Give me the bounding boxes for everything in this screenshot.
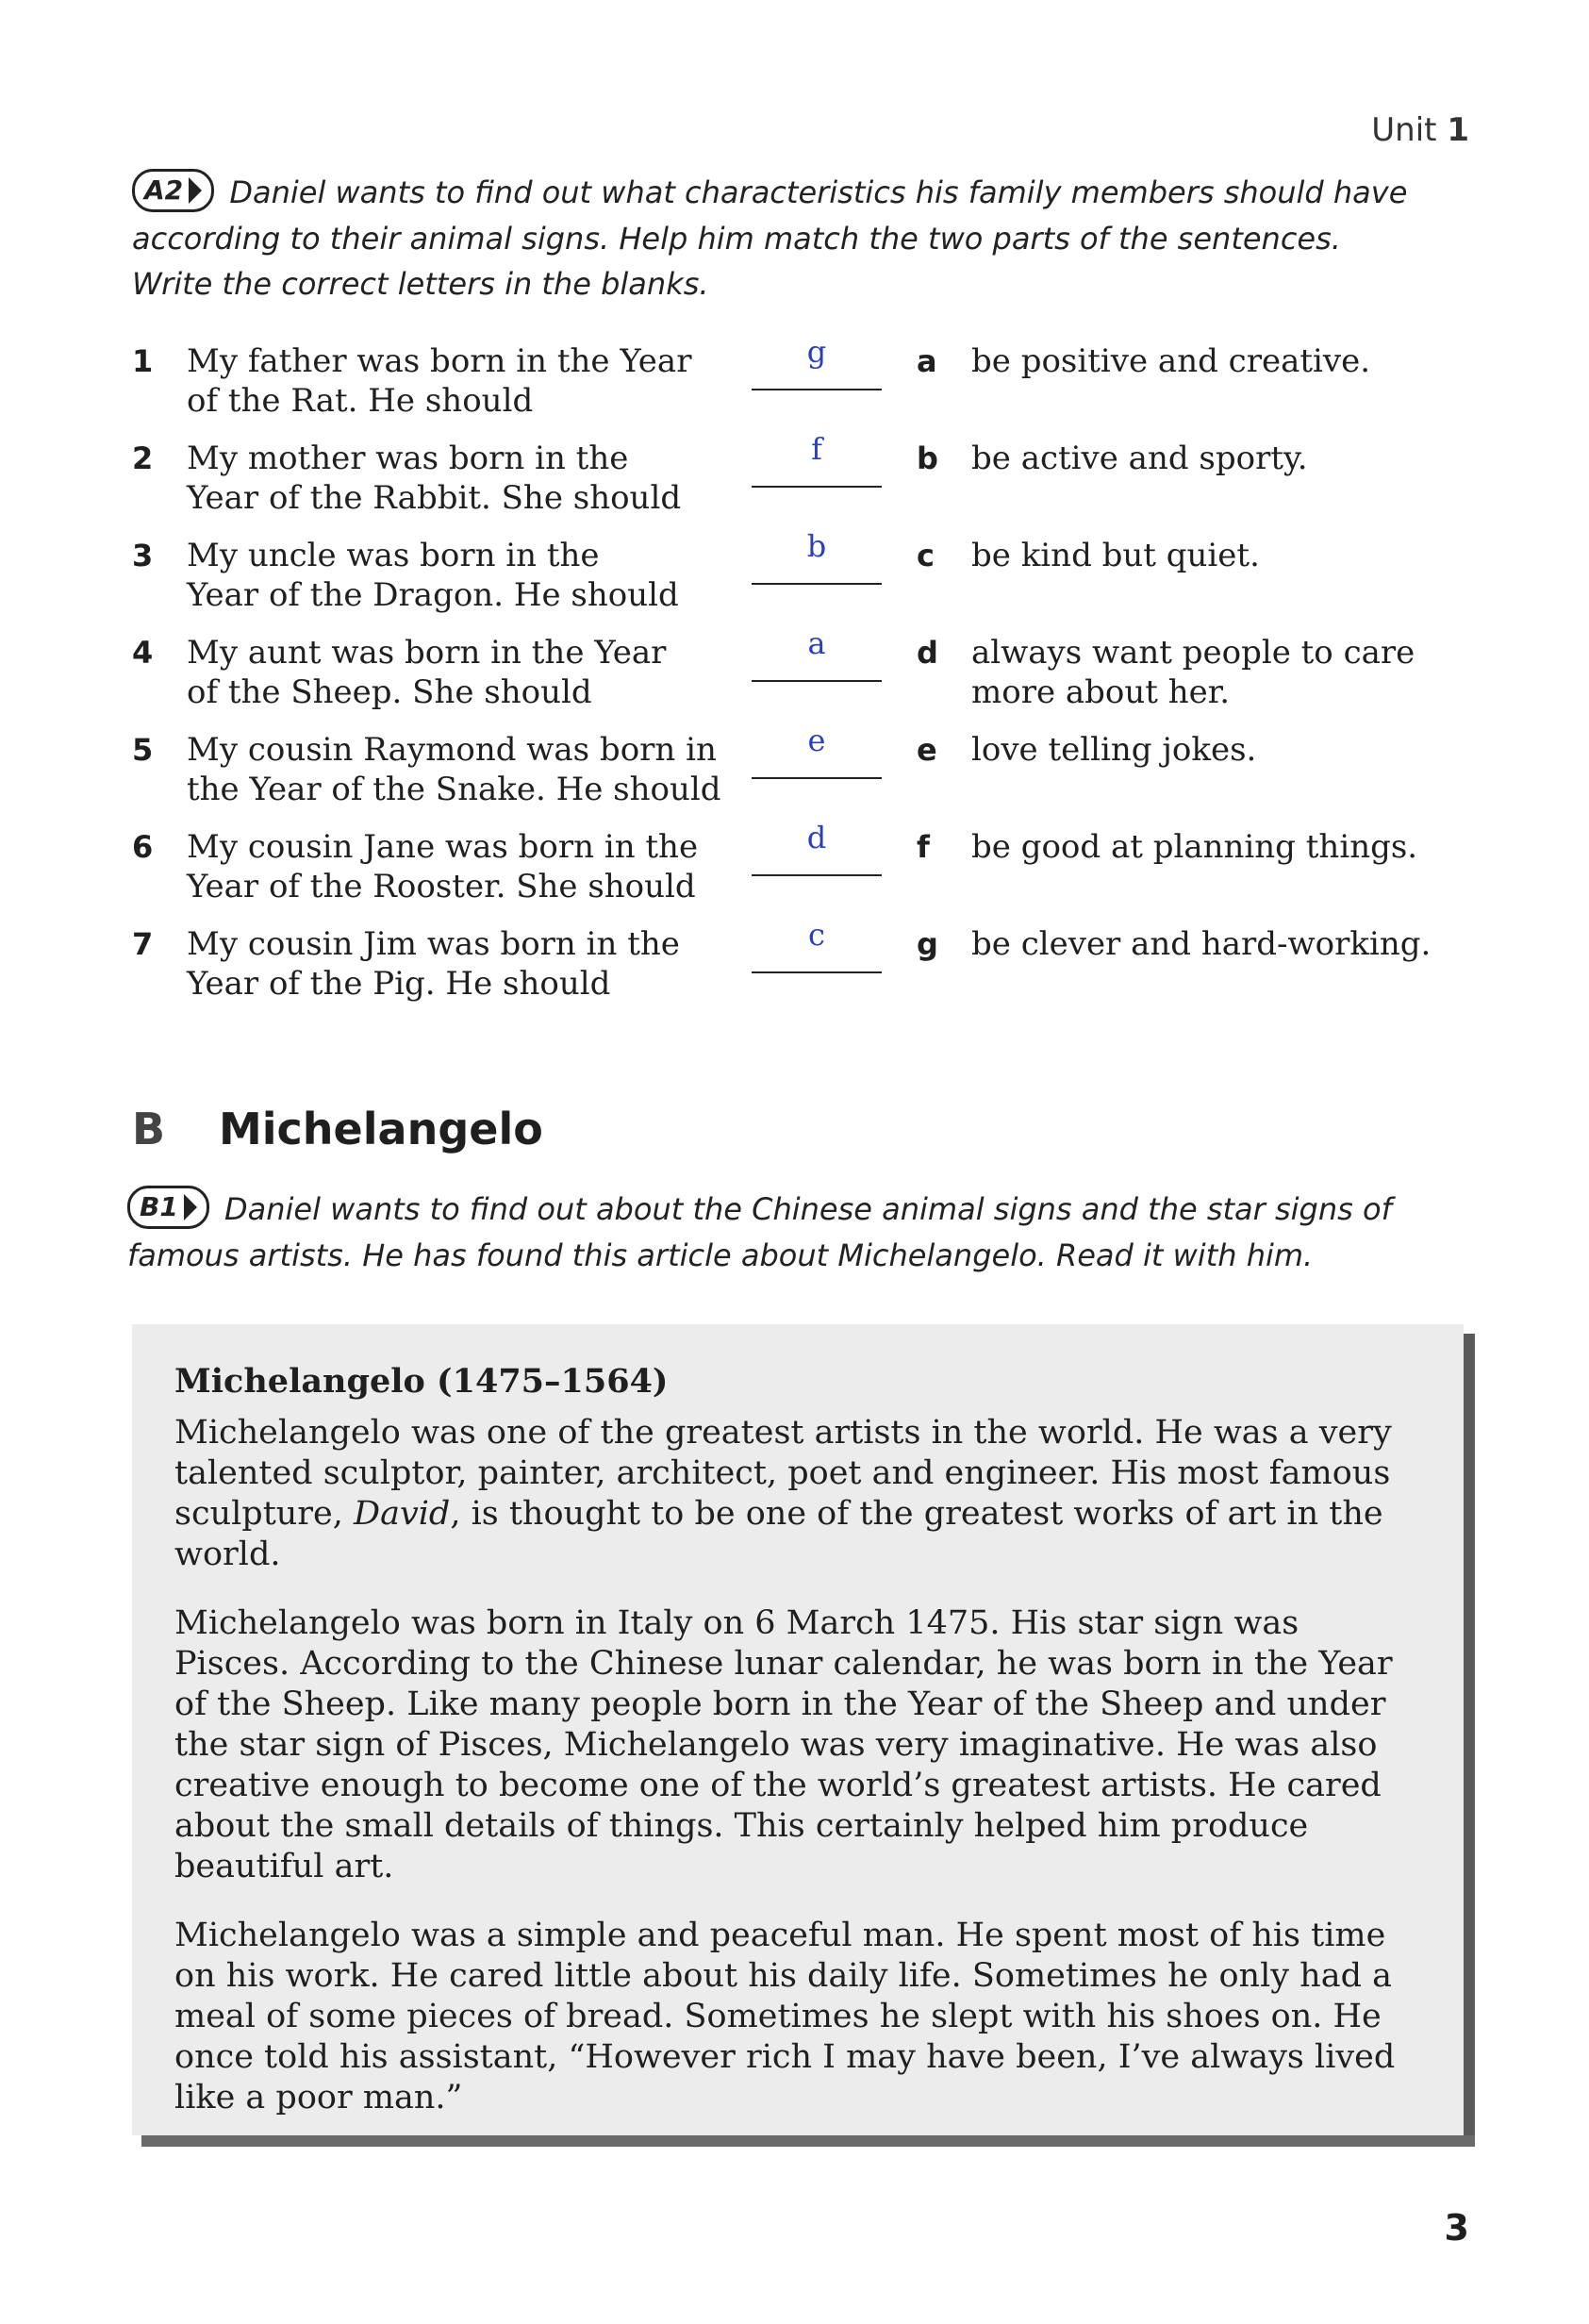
sentence-start	[187, 536, 847, 615]
section-b-heading	[132, 1104, 543, 1154]
unit-label	[1371, 111, 1469, 149]
b1-instruction-text: Daniel wants to find out about the Chinese animal signs and the star signs of	[224, 1191, 1392, 1227]
page-number: 3	[1444, 2207, 1469, 2249]
sentence-start-line: My uncle was born in the	[187, 537, 600, 574]
sentence-end-line: love telling jokes.	[971, 731, 1257, 769]
answer-blank[interactable]	[752, 389, 882, 390]
section-letter: B	[132, 1104, 166, 1154]
sentence-end-line: be clever and hard-working.	[971, 925, 1432, 963]
match-row	[132, 722, 1452, 827]
sentence-start	[187, 633, 847, 712]
answer-blank[interactable]	[752, 874, 882, 876]
b1-instruction-line: famous artists. He has found this article about Michelangelo. Read it with him.	[127, 1237, 1314, 1273]
a2-instruction-line: Write the correct letters in the blanks.	[132, 266, 709, 302]
b1-instructions	[127, 1187, 1476, 1278]
article-italic-text: David	[354, 1495, 451, 1533]
option-letter: d	[917, 635, 938, 671]
answer-letter: b	[806, 528, 827, 564]
sentence-end	[971, 439, 1443, 478]
matching-exercise	[132, 334, 1452, 1021]
match-row	[132, 917, 1452, 1021]
sentence-start-line: My cousin Jane was born in the	[187, 828, 699, 866]
item-number: 5	[132, 732, 154, 768]
b1-badge	[127, 1186, 209, 1229]
sentence-end	[971, 924, 1443, 964]
option-letter: c	[917, 538, 935, 573]
article-text: Michelangelo was one of the greatest artists in the world. He was a very talented sculptor, painter, architect, poet and engineer. His most famous sculpture,	[174, 1414, 1392, 1533]
section-title: Michelangelo	[219, 1104, 543, 1154]
answer-blank[interactable]	[752, 583, 882, 585]
sentence-start-line: the Year of the Snake. He should	[187, 771, 721, 808]
sentence-start-line: My aunt was born in the Year	[187, 634, 667, 672]
answer-blank[interactable]	[752, 971, 882, 973]
sentence-start	[187, 439, 847, 518]
match-row	[132, 820, 1452, 924]
sentence-end-line: be kind but quiet.	[971, 537, 1260, 574]
answer-letter: g	[806, 334, 827, 370]
sentence-start	[187, 827, 847, 906]
article-paragraph	[174, 1413, 1421, 1575]
option-letter: a	[917, 343, 937, 379]
sentence-start	[187, 341, 847, 421]
sentence-start-line: My cousin Raymond was born in	[187, 731, 717, 769]
sentence-end	[971, 633, 1443, 712]
unit-number: 1	[1447, 111, 1469, 149]
sentence-start-line: of the Sheep. She should	[187, 673, 592, 711]
sentence-end-line: be positive and creative.	[971, 342, 1371, 380]
a2-badge-label: A2	[144, 174, 184, 206]
sentence-end	[971, 341, 1443, 381]
sentence-start-line: Year of the Rabbit. She should	[187, 479, 682, 517]
sentence-start	[187, 924, 847, 1004]
play-arrow-icon	[184, 1194, 197, 1220]
article-paragraph: Michelangelo was a simple and peaceful man. He spent most of his time on his work. He cared little about his daily life. Sometimes he only had a meal of some pieces of bread. Sometimes he slept with his shoes on. He once told his assistant, “However rich I may have been, I’ve always lived like a poor man.”	[174, 1917, 1396, 2116]
answer-blank[interactable]	[752, 486, 882, 488]
answer-letter: f	[811, 431, 822, 467]
option-letter: f	[917, 829, 930, 865]
sentence-start-line: My father was born in the Year	[187, 342, 692, 380]
answer-letter: d	[806, 820, 827, 855]
sentence-end	[971, 827, 1443, 867]
sentence-start-line: My mother was born in the	[187, 440, 629, 477]
article-paragraph: Michelangelo was born in Italy on 6 March 1475. His star sign was Pisces. According to the Chinese lunar calendar, he was born in the Year of the Sheep. Like many people born in the Year of the Sheep and under the star sign of Pisces, Michelangelo was very imaginative. He was also creative enough to become one of the world’s greatest artists. He cared about the small details of things. This certainly helped him produce beautiful art.	[174, 1604, 1393, 1885]
sentence-end	[971, 730, 1443, 770]
option-letter: b	[917, 440, 938, 476]
b1-instruction-line	[127, 1187, 1476, 1233]
sentence-end-line: more about her.	[971, 673, 1231, 711]
sentence-end-line: be active and sporty.	[971, 440, 1308, 477]
item-number: 1	[132, 343, 154, 379]
a2-instruction-text: Daniel wants to find out what characteristics his family members should have	[229, 174, 1408, 210]
sentence-end-line: always want people to care	[971, 634, 1415, 672]
box-shadow	[1464, 1334, 1475, 2141]
item-number: 6	[132, 829, 154, 865]
article-box	[132, 1324, 1464, 2135]
answer-blank[interactable]	[752, 680, 882, 682]
answer-letter: e	[807, 722, 826, 758]
match-row	[132, 528, 1452, 633]
play-arrow-icon	[189, 177, 202, 204]
match-row	[132, 625, 1452, 730]
sentence-end	[971, 536, 1443, 575]
option-letter: e	[917, 732, 937, 768]
b1-badge-label: B1	[140, 1191, 178, 1222]
article-text: , is thought to be one of the greatest works of art in the world.	[174, 1495, 1383, 1573]
answer-letter: a	[807, 625, 826, 661]
item-number: 4	[132, 635, 154, 671]
box-shadow	[141, 2135, 1475, 2147]
a2-instructions	[132, 170, 1471, 307]
sentence-start-line: Year of the Pig. He should	[187, 965, 611, 1003]
a2-instruction-line	[132, 170, 1471, 216]
unit-word: Unit	[1371, 111, 1437, 149]
sentence-start-line: of the Rat. He should	[187, 382, 534, 420]
match-row	[132, 431, 1452, 536]
option-letter: g	[917, 926, 938, 962]
sentence-start-line: Year of the Rooster. She should	[187, 868, 696, 905]
a2-instruction-line: according to their animal signs. Help him match the two parts of the sentences.	[132, 221, 1341, 257]
sentence-start	[187, 730, 847, 809]
item-number: 7	[132, 926, 154, 962]
article-title: Michelangelo (1475–1564)	[174, 1362, 669, 1401]
answer-blank[interactable]	[752, 777, 882, 779]
match-row	[132, 334, 1452, 439]
sentence-end-line: be good at planning things.	[971, 828, 1418, 866]
item-number: 3	[132, 538, 154, 573]
a2-badge	[132, 169, 214, 212]
sentence-start-line: Year of the Dragon. He should	[187, 576, 679, 614]
item-number: 2	[132, 440, 154, 476]
sentence-start-line: My cousin Jim was born in the	[187, 925, 680, 963]
answer-letter: c	[808, 917, 825, 953]
